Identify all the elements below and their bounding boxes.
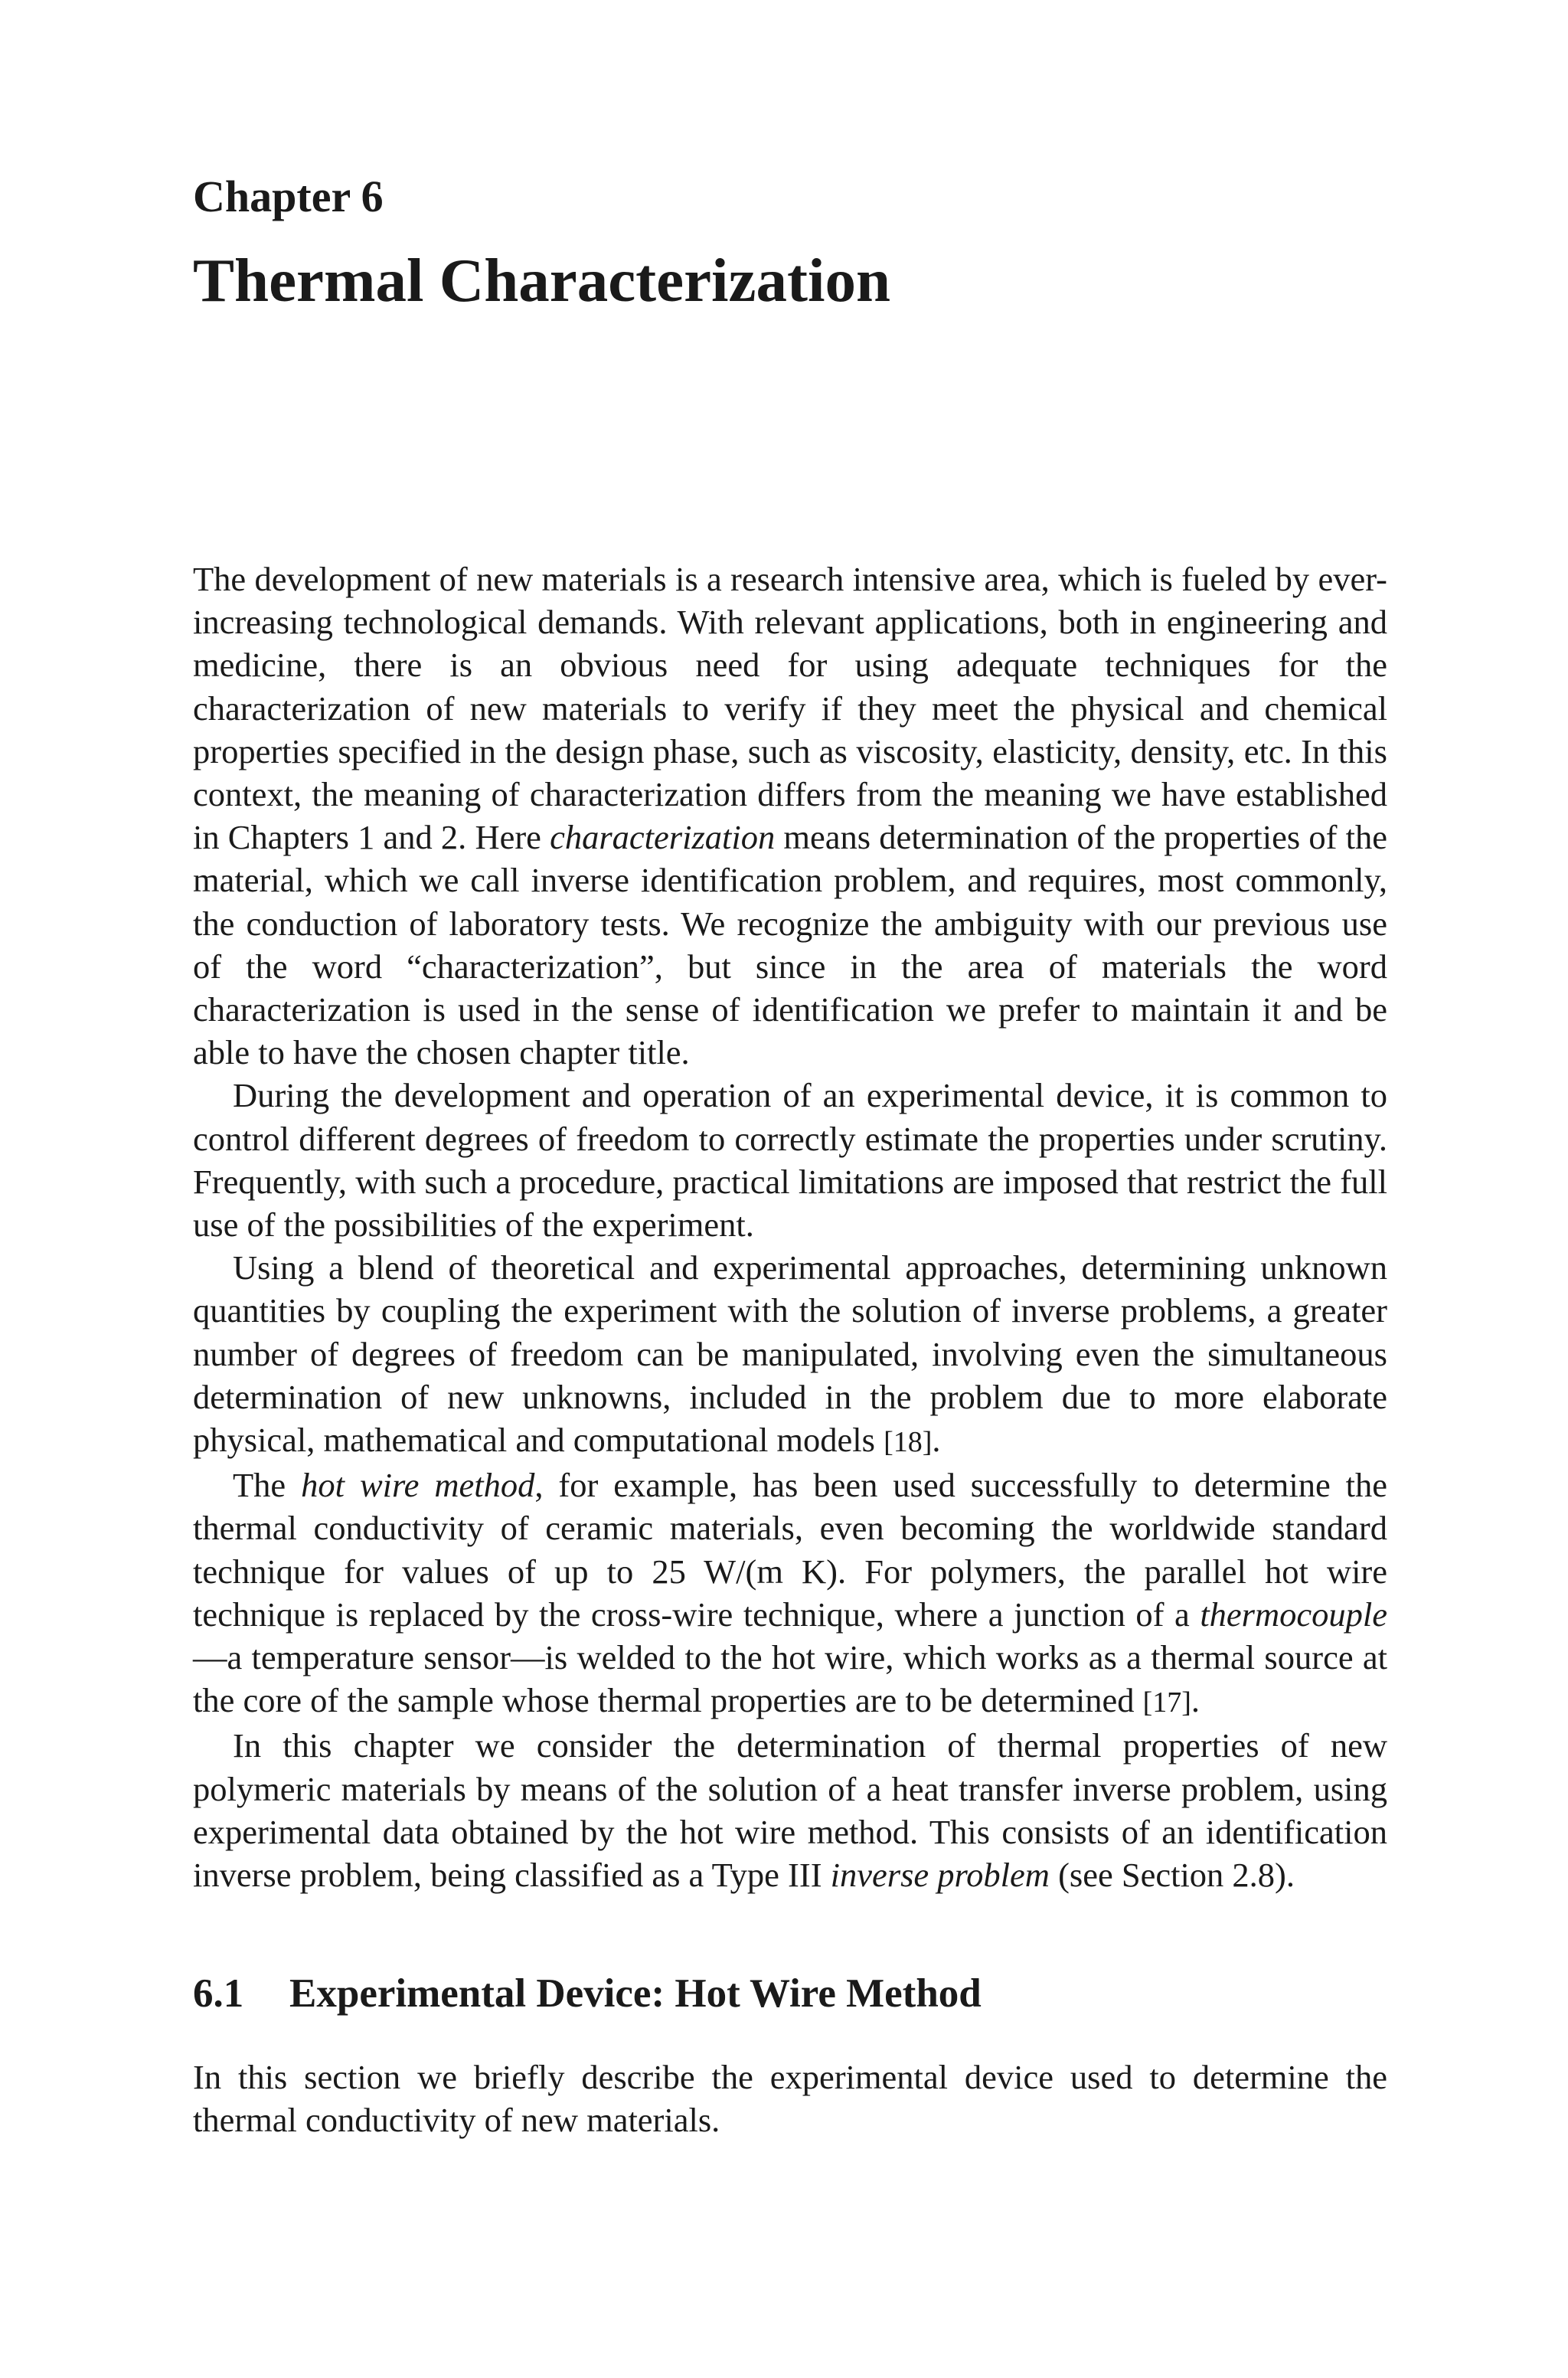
paragraph-1-text-a: The development of new materials is a research intensive area, which is fueled by ever-increasing technological demands. With relevant applications, both in engineering and medicine, there is an obvious need for using adequate techniques for the characterization of new materials to verify if they meet the physical and chemical properties specified in the design phase, such as viscosity, elasticity, density, etc. In this context, the meaning of characterization differs from the meaning we have established in Chapters 1 and 2. Here — [193, 560, 1387, 857]
paragraph-4-text-d: . — [1191, 1681, 1200, 1720]
paragraph-2: During the development and operation of an experimental device, it is common to control different degrees of freedom to correctly estimate the properties under scrutiny. Frequently, with such a procedure, practical limitations are imposed that restrict the full use of the possibilities of the experiment. — [193, 1076, 1387, 1245]
paragraph-4-text-a: The — [233, 1466, 302, 1505]
citation-18[interactable]: [18] — [884, 1426, 933, 1459]
paragraph-4-emphasis-hot-wire: hot wire method — [301, 1466, 535, 1505]
paragraph-4-text-c: —a temperature sensor—is welded to the hot wire, which works as a thermal source at the core of the sample whose thermal properties are to be determined — [193, 1638, 1387, 1720]
chapter-body — [193, 558, 1387, 2141]
paragraph-5-text-a: In this chapter we consider the determination of thermal properties of new polymeric materials by means of the solution of a heat transfer inverse problem, using experimental data obtained by the hot wire method. This consists of an identification inverse problem, being classified as a Type III — [193, 1726, 1387, 1895]
paragraph-1-emphasis: characterization — [550, 818, 776, 857]
paragraph-5-text-b: (see Section 2.8). — [1049, 1856, 1295, 1895]
paragraph-3-text-b: . — [932, 1421, 941, 1460]
paragraph-4-emphasis-thermocouple: thermocouple — [1200, 1595, 1387, 1634]
paragraph-4-text-b: , for example, has been used successfully to determine the thermal conductivity of ceramic materials, even becoming the worldwide standard technique for values of up to 25 W/(m K). For polymers, the parallel hot wire technique is replaced by the cross-wire technique, where a junction of a — [193, 1466, 1388, 1634]
section-title: Experimental Device: Hot Wire Method — [289, 1971, 982, 2017]
paragraph-1 — [193, 558, 1387, 1074]
paragraph-4 — [193, 1464, 1387, 1724]
chapter-title: Thermal Characterization — [193, 246, 891, 315]
citation-17[interactable]: [17] — [1142, 1686, 1191, 1719]
chapter-label: Chapter 6 — [193, 172, 384, 221]
paragraph-1-text-b: means determination of the properties of the material, which we call inverse identification problem, and requires, most commonly, the conduction of laboratory tests. We recognize the ambiguity with our previous use of the word “characterization”, but since in the area of materials the word characterization is used in the sense of identification we prefer to maintain it and be able to have the chosen chapter title. — [193, 818, 1387, 1072]
section-number: 6.1 — [193, 1971, 244, 2017]
paragraph-5 — [193, 1724, 1387, 1896]
paragraph-3 — [193, 1246, 1387, 1464]
paragraph-5-emphasis: inverse problem — [830, 1856, 1050, 1895]
section-paragraph: In this section we briefly describe the experimental device used to determine the thermal conductivity of new materials. — [193, 2057, 1387, 2140]
section-heading — [193, 1970, 1387, 2019]
paragraph-3-text-a: Using a blend of theoretical and experimental approaches, determining unknown quantities by coupling the experiment with the solution of inverse problems, a greater number of degrees of freedom can be manipulated, involving even the simultaneous determination of new unknowns, included in the problem due to more elaborate physical, mathematical and computational models — [193, 1248, 1387, 1460]
